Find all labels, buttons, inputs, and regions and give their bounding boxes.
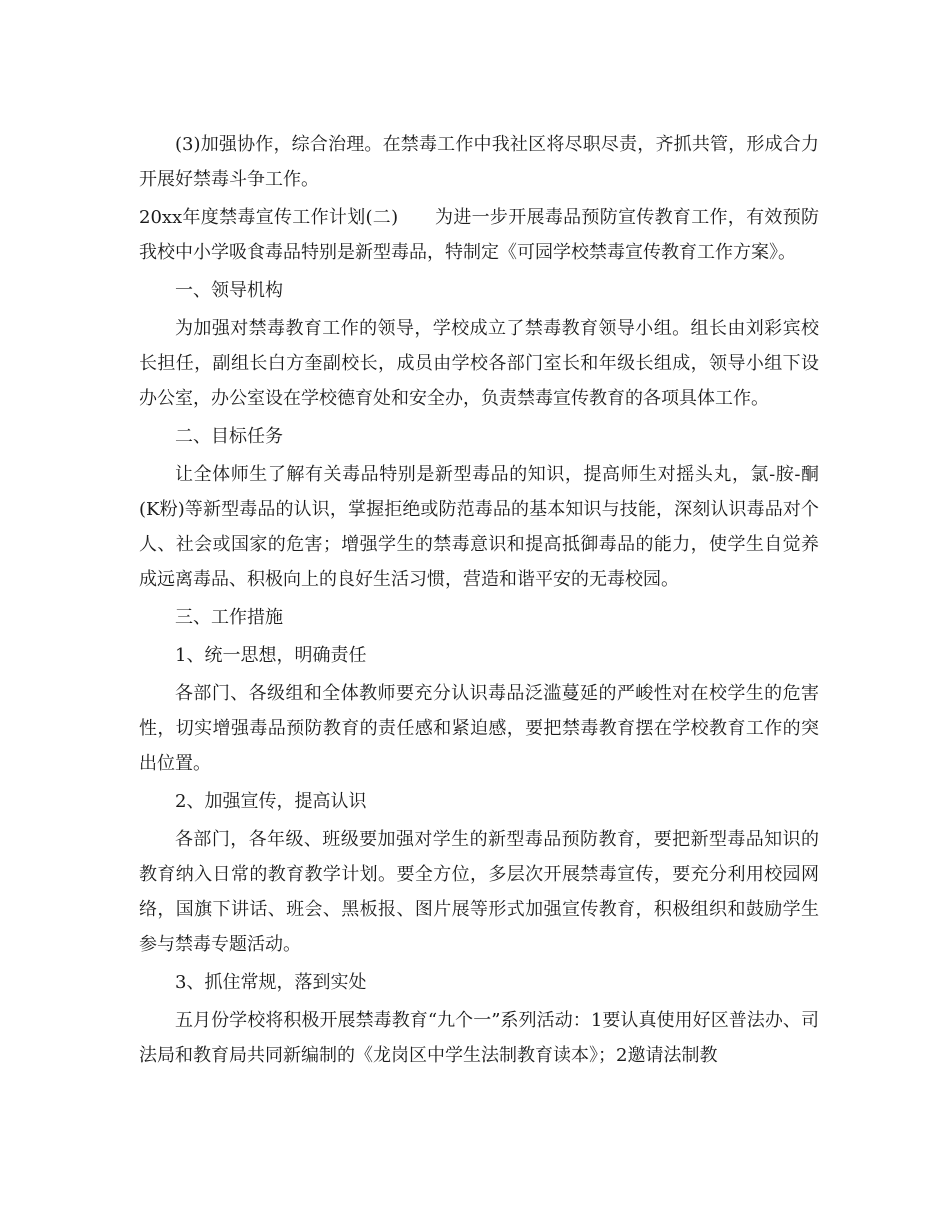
paragraph-goals: 让全体师生了解有关毒品特别是新型毒品的知识，提高师生对摇头丸，氯-胺-酮(K粉)等新型毒品的认识，掌握拒绝或防范毒品的基本知识与技能，深刻认识毒品对个人、社会或国家的危害；增强学生的禁毒意识和提高抵御毒品的能力，使学生自觉养成远离毒品、积极向上的良好生活习惯，营造和谐平安的无毒校园。 <box>139 464 819 590</box>
heading-leadership: 一、领导机构 <box>175 280 283 301</box>
subheading-unify-thinking: 1、统一思想，明确责任 <box>175 645 367 666</box>
heading-measures: 三、工作措施 <box>175 607 283 628</box>
paragraph-strengthen-publicity: 各部门，各年级、班级要加强对学生的新型毒品预防教育，要把新型毒品知识的教育纳入日常的教育教学计划。要全方位，多层次开展禁毒宣传，要充分利用校园网络，国旗下讲话、班会、黑板报、图片展等形式加强宣传教育，积极组织和鼓励学生参与禁毒专题活动。 <box>139 829 819 955</box>
subheading-routine: 3、抓住常规，落到实处 <box>175 972 367 993</box>
paragraph-coordination: (3)加强协作，综合治理。在禁毒工作中我社区将尽职尽责，齐抓共管，形成合力开展好禁毒斗争工作。 <box>139 134 819 190</box>
heading-goals: 二、目标任务 <box>175 426 283 447</box>
paragraph-unify-thinking: 各部门、各级组和全体教师要充分认识毒品泛滥蔓延的严峻性对在校学生的危害性，切实增强毒品预防教育的责任感和紧迫感，要把禁毒教育摆在学校教育工作的突出位置。 <box>139 683 819 774</box>
subheading-strengthen-publicity: 2、加强宣传，提高认识 <box>175 791 367 812</box>
paragraph-routine: 五月份学校将积极开展禁毒教育“九个一”系列活动：1要认真使用好区普法办、司法局和教育局共同新编制的《龙岗区中学生法制教育读本》；2邀请法制教 <box>139 1010 819 1066</box>
paragraph-plan-title-intro: 20xx年度禁毒宣传工作计划(二) 为进一步开展毒品预防宣传教育工作，有效预防我校中小学吸食毒品特别是新型毒品，特制定《可园学校禁毒宣传教育工作方案》。 <box>139 207 819 263</box>
paragraph-leadership: 为加强对禁毒教育工作的领导，学校成立了禁毒教育领导小组。组长由刘彩宾校长担任，副组长白方奎副校长，成员由学校各部门室长和年级长组成，领导小组下设办公室，办公室设在学校德育处和安全办，负责禁毒宣传教育的各项具体工作。 <box>139 318 819 409</box>
document-body <box>139 127 819 1076</box>
